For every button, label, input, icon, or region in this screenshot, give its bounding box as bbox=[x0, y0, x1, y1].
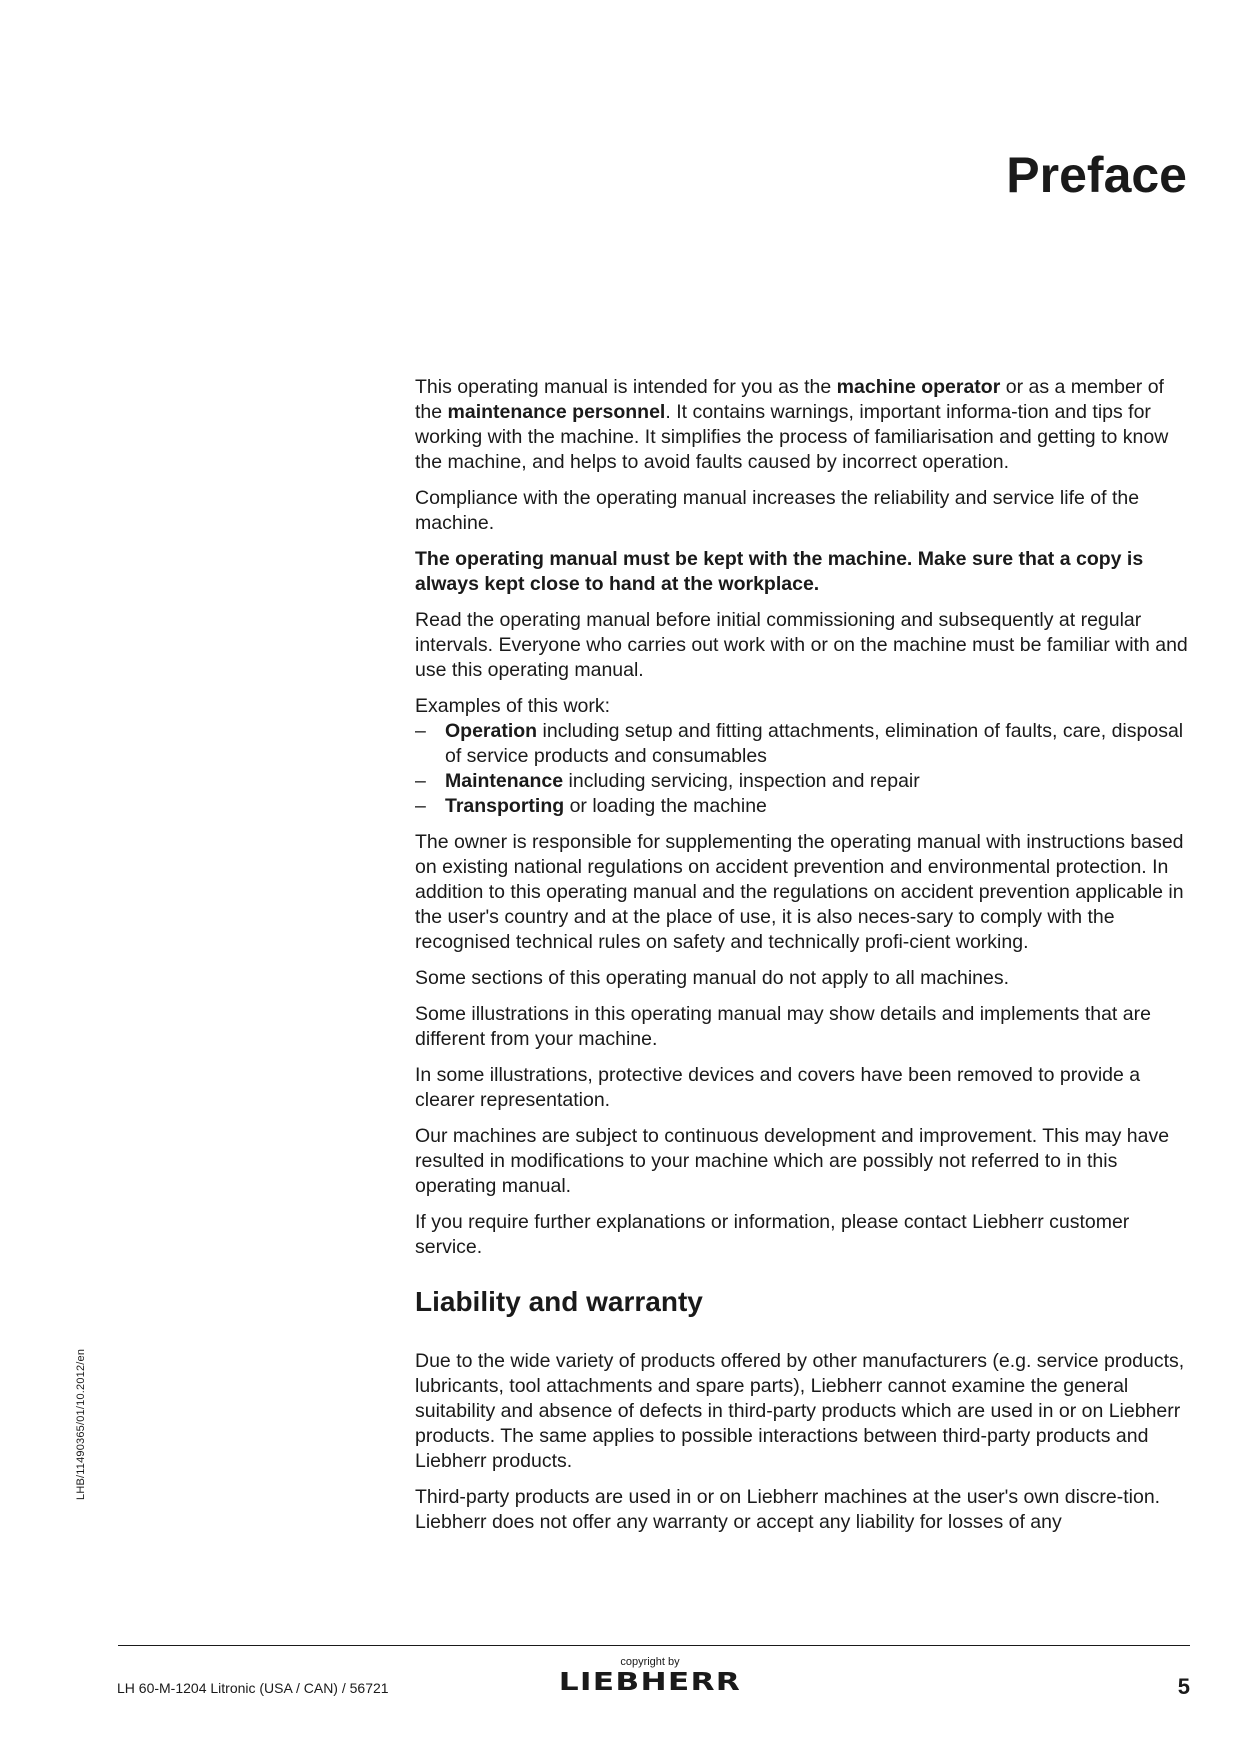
machine-operator-term: machine operator bbox=[836, 376, 1001, 398]
section-heading-liability: Liability and warranty bbox=[415, 1286, 703, 1317]
page-number: 5 bbox=[1177, 1674, 1190, 1699]
protective-devices-paragraph: In some illustrations, protective devices and covers have been removed to provide a clearer representation. bbox=[415, 1064, 1141, 1111]
list-item: – Operation including setup and fitting attachments, elimination of faults, care, disposal of service products and consumables bbox=[415, 719, 1190, 769]
brand-logo bbox=[555, 1656, 745, 1695]
examples-label: Examples of this work: bbox=[415, 695, 611, 717]
keep-manual-notice: The operating manual must be kept with the machine. Make sure that a copy is always kept close to hand at the workplace. bbox=[415, 548, 1144, 595]
contact-paragraph: If you require further explanations or information, please contact Liebherr customer service. bbox=[415, 1211, 1130, 1258]
document-code-vertical: LHB/11490365/01/10.2012/en bbox=[75, 1348, 87, 1500]
sections-note-paragraph: Some sections of this operating manual do not apply to all machines. bbox=[415, 967, 1010, 989]
list-item: – Transporting or loading the machine bbox=[415, 794, 1190, 819]
examples-list bbox=[415, 719, 1190, 819]
owner-responsibility-paragraph: The owner is responsible for supplementing the operating manual with instructions based on existing national regulations on accident prevention and environmental protection. In addition to this operating manual and the regulations on accident prevention applicable in the user's country and at the place of use, it is also neces-sary to comply with the recognised technical rules on safety and technically profi-cient working. bbox=[415, 831, 1184, 953]
liability-paragraph-2: Third-party products are used in or on Liebherr machines at the user's own discre-tion. Liebherr does not offer any warranty or accept any liability for losses of any bbox=[415, 1486, 1161, 1533]
main-content bbox=[415, 375, 1190, 1546]
copyright-label: copyright by bbox=[620, 1656, 680, 1668]
liebherr-wordmark: LIEBHERR bbox=[558, 1667, 742, 1696]
footer-document-id: LH 60-M-1204 Litronic (USA / CAN) / 56721 bbox=[117, 1680, 389, 1696]
read-manual-paragraph: Read the operating manual before initial commissioning and subsequently at regular intervals. Everyone who carries out work with or on the machine must be familiar with and use this operating manual. bbox=[415, 609, 1188, 681]
liability-paragraph-1: Due to the wide variety of products offered by other manufacturers (e.g. service products, lubricants, tool attachments and spare parts), Liebherr cannot examine the general suitability and absence of defects in third-party products which are used in or on Liebherr products. The same applies to possible interactions between third-party products and Liebherr products. bbox=[415, 1350, 1185, 1472]
intro-paragraph: This operating manual is intended for you as the machine operator or as a member of the maintenance personnel. It contains warnings, important informa-tion and tips for working with the machine. It simplifies the process of familiarisation and getting to know the machine, and helps to avoid faults caused by incorrect operation. bbox=[415, 376, 1169, 473]
compliance-paragraph: Compliance with the operating manual increases the reliability and service life of the machine. bbox=[415, 487, 1140, 534]
illustrations-note-paragraph: Some illustrations in this operating manual may show details and implements that are different from your machine. bbox=[415, 1003, 1151, 1050]
list-item: – Maintenance including servicing, inspection and repair bbox=[415, 769, 1190, 794]
footer-divider bbox=[118, 1645, 1190, 1646]
maintenance-personnel-term: maintenance personnel bbox=[447, 401, 666, 423]
development-paragraph: Our machines are subject to continuous development and improvement. This may have resulted in modifications to your machine which are possibly not referred to in this operating manual. bbox=[415, 1125, 1170, 1197]
page-title: Preface bbox=[1006, 147, 1187, 203]
